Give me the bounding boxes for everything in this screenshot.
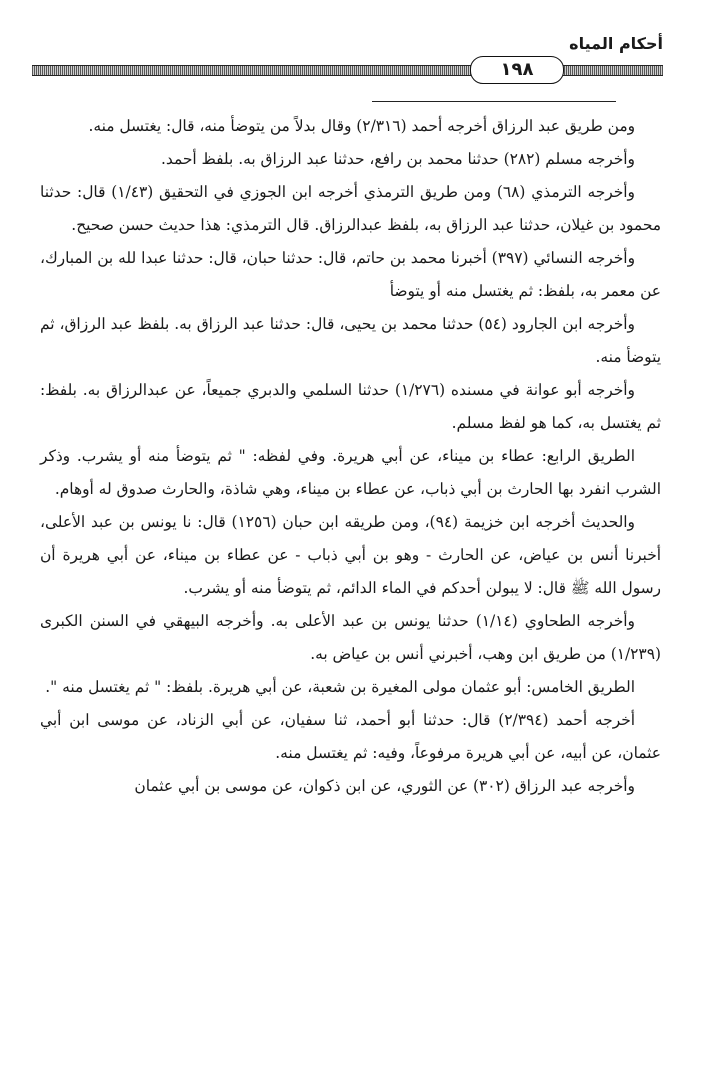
page-number: ١٩٨ (470, 56, 564, 84)
paragraph: وأخرجه مسلم (٢٨٢) حدثنا محمد بن رافع، حدثنا عبد الرزاق به. بلفظ أحمد. (160, 150, 635, 168)
header-ornament-rule (32, 62, 663, 78)
paragraph: وأخرجه الترمذي (٦٨) ومن طريق الترمذي أخرجه ابن الجوزي في التحقيق (١/٤٣) قال: حدثنا محمود بن غيلان، حدثنا عبد الرزاق به، بلفظ عبدالرزاق. قال الترمذي: هذا حديث حسن صحيح. (40, 183, 661, 234)
paragraph: وأخرجه ابن الجارود (٥٤) حدثنا محمد بن يحيى، قال: حدثنا عبد الرزاق به. بلفظ عبد الرزاق، ثم يتوضأ منه. (40, 315, 661, 366)
paragraph: وأخرجه النسائي (٣٩٧) أخبرنا محمد بن حاتم، قال: حدثنا حبان، قال: حدثنا عبدا لله بن المبارك، عن معمر به، بلفظ: ثم يغتسل منه أو يتوضأ (40, 249, 661, 300)
paragraph: والحديث أخرجه ابن خزيمة (٩٤)، ومن طريقه ابن حبان (١٢٥٦) قال: نا يونس بن عبد الأعلى، أخبرنا أنس بن عياض، عن الحارث - وهو بن أبي ذباب - عن عطاء بن ميناء، عن أبي هريرة أن رسول الله ﷺ قال: لا يبولن أحدكم في الماء الدائم، ثم يتوضأ منه أو يشرب. (40, 513, 661, 597)
paragraph: أخرجه أحمد (٢/٣٩٤) قال: حدثنا أبو أحمد، ثنا سفيان، عن أبي الزناد، عن موسى ابن أبي عثمان، عن أبيه، عن أبي هريرة مرفوعاً، وفيه: ثم يغتسل منه. (40, 711, 661, 762)
paragraph: الطريق الخامس: أبو عثمان مولى المغيرة بن شعبة، عن أبي هريرة. بلفظ: " ثم يغتسل منه ". (45, 678, 635, 696)
paragraph: وأخرجه أبو عوانة في مسنده (١/٢٧٦) حدثنا السلمي والدبري جميعاً، عن عبدالرزاق به. بلفظ: ثم يغتسل به، كما هو لفظ مسلم. (40, 381, 661, 432)
running-title: أحكام المياه (569, 34, 663, 53)
paragraph: وأخرجه عبد الرزاق (٣٠٢) عن الثوري، عن ابن ذكوان، عن موسى بن أبي عثمان (134, 777, 635, 795)
header-rule-band (32, 65, 663, 76)
paragraph: وأخرجه الطحاوي (١/١٤) حدثنا يونس بن عبد الأعلى به. وأخرجه البيهقي في السنن الكبرى (١/٢٣٩) من طريق ابن وهب، أخبرني أنس بن عياض به. (40, 612, 661, 663)
paragraph: ومن طريق عبد الرزاق أخرجه أحمد (٢/٣١٦) وقال بدلاً من يتوضأ منه، قال: يغتسل منه. (88, 117, 635, 135)
body-text (40, 110, 661, 803)
paragraph: الطريق الرابع: عطاء بن ميناء، عن أبي هريرة. وفي لفظه: " ثم يتوضأ منه أو يشرب. وذكر الشرب انفرد بها الحارث بن أبي ذباب، عن عطاء بن ميناء، وهي شاذة، والحارث صدوق له أوهام. (40, 447, 661, 498)
footnote-separator (372, 101, 616, 102)
